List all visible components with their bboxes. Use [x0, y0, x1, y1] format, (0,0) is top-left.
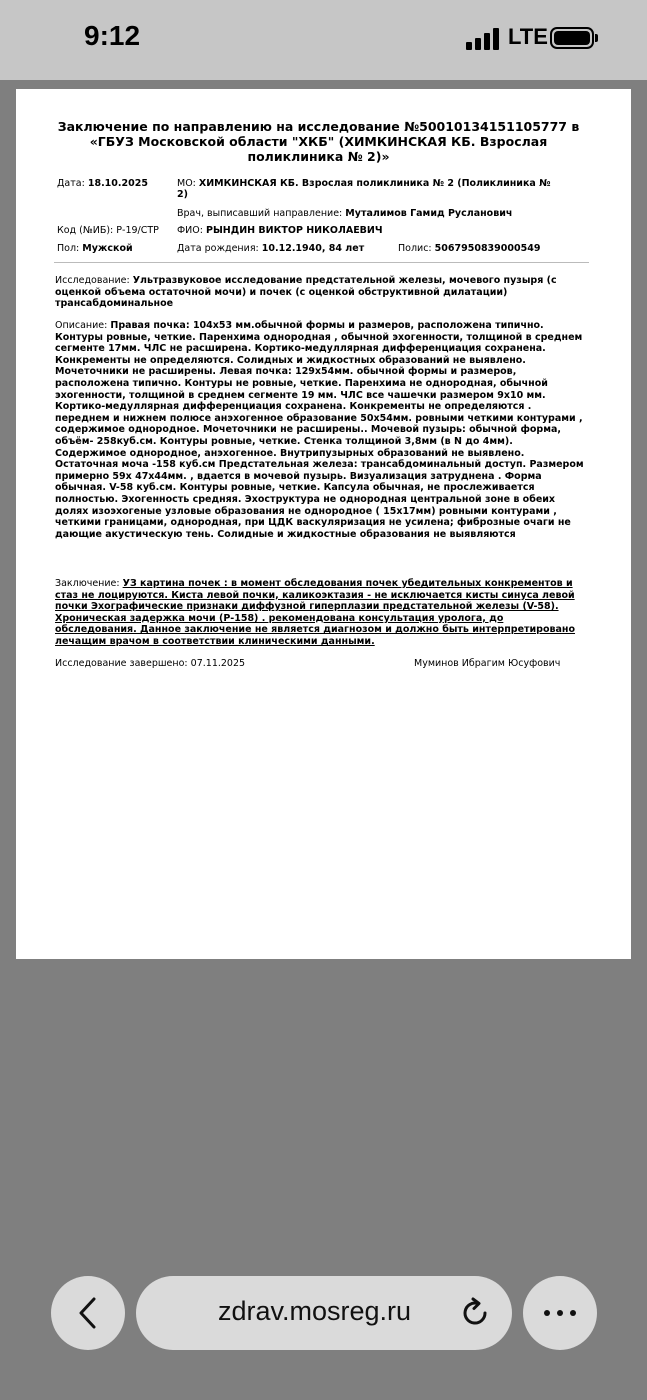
date-value: 18.10.2025 [87, 178, 148, 189]
conclusion-section [55, 578, 587, 648]
browser-toolbar [0, 1262, 647, 1400]
mo-value: ХИМКИНСКАЯ КБ. Взрослая поликлиника № 2 (Поликлиника № 2) [177, 178, 551, 200]
code-field [57, 225, 159, 236]
battery-icon [550, 27, 594, 49]
completed-label: Исследование завершено: [55, 658, 188, 669]
battery-tip [595, 34, 598, 42]
signer-name: Муминов Ибрагим Юсуфович [414, 658, 561, 669]
status-time: 9:12 [84, 20, 141, 51]
document-title: Заключение по направлению на исследование №50010134151105777 в «ГБУЗ Московской области "ХКБ" (ХИМКИНСКАЯ КБ. Взрослая поликлиника № 2)» [57, 119, 580, 164]
study-value: Ультразвуковое исследование предстательной железы, мочевого пузыря (с оценкой объема остаточной мочи) и почек (с оценкой обструктивной дилатации) трансабдоминальное [55, 275, 557, 310]
conclusion-value: УЗ картина почек : в момент обследования почек убедительных конкрементов и стаз не лоцируются. Киста левой почки, каликоэктазия - не исключается кисты синуса левой почки Эхографические признаки диффузной гиперплазии предстательной железы (V-58). Хроническая задержка мочи (Р-158) . рекомендована консультация уролога, до обследования. Данное заключение не является диагнозом и должно быть интерпретировано лечащим врачом в соответствии клиническими данными. [55, 578, 576, 647]
more-button[interactable] [523, 1276, 597, 1350]
policy-value: 5067950839000549 [434, 243, 541, 254]
policy-label: Полис: [398, 243, 432, 254]
fio-label: ФИО: [177, 225, 203, 236]
url-text: zdrav.mosreg.ru [218, 1296, 412, 1326]
birth-value: 10.12.1940, 84 лет [261, 243, 365, 254]
sex-label: Пол: [57, 243, 80, 254]
mo-field [177, 178, 562, 200]
signal-icon [466, 28, 500, 50]
completed-field [55, 658, 245, 669]
study-section [55, 275, 587, 310]
policy-field [398, 243, 540, 254]
doctor-label: Врач, выписавший направление: [177, 208, 343, 219]
doctor-value: Муталимов Гамид Русланович [345, 208, 513, 219]
completed-value: 07.11.2025 [190, 658, 246, 669]
description-section [55, 320, 587, 540]
study-label: Исследование: [55, 275, 130, 286]
fio-field [177, 225, 383, 236]
back-button[interactable] [51, 1276, 125, 1350]
sex-field [57, 243, 133, 254]
mo-label: МО: [177, 178, 196, 189]
date-field [57, 178, 148, 189]
date-label: Дата: [57, 178, 85, 189]
birth-field [177, 243, 364, 254]
description-value: Правая почка: 104х53 мм.обычной формы и размеров, расположена типично. Контуры ровные, четкие. Паренхима однородная , обычной эхогенности, толщиной в среднем сегменте 17мм. ЧЛС не расширена. Кортико-медуллярная дифференциация сохранена. Конкременты не определяются. Солидных и жидкостных образований не выявлено. Мочеточники не расширены. Левая почка: 129х54мм. обычной формы и размеров, расположена типично. Контуры не ровные, четкие. Паренхима не однородная, обычной эхогенности, толщиной в среднем сегменте 19 мм. ЧЛС все чашечки размером 9х10 мм. Кортико-медуллярная дифференциация сохранена. Конкременты не определяются . переднем и нижнем полюсе анэхогенное образование 50х54мм. ровными четкими контурами , содержимое однородное. Мочеточники не расширены.. Мочевой пузырь: обычной форма, объём- 258куб.см. Контуры ровные, четкие. Стенка толщиной 3,8мм (в N до 4мм). Содержимое однородное, анэхогенное. Внутрипузырных образований не выявлено. Остаточная моча -158 куб.см Предстательная железа: трансабдоминальный доступ. Размером примерно 59х 47х44мм. , вдается в мочевой пузырь. Визуализация затруднена . Форма обычная. V-58 куб.см. Контуры ровные, четкие. Капсула обычная, не прослеживается полностью. Эхогенность средняя. Эхоструктура не однородная центральной зоне в обеих долях изоэхогеные узловые образования не однородное ( 15х17мм) ровными контурами , четкими границами, однородная, при ЦДК васкуляризация не усилена; фиброзные очаги не дающие акустическую тень. Солидные и жидкостные образования не выявляются [55, 320, 584, 540]
reload-icon[interactable] [458, 1296, 492, 1330]
code-value: Р-19/СТР [116, 225, 159, 236]
document-page [16, 89, 631, 959]
divider [54, 262, 589, 263]
address-bar[interactable] [136, 1276, 512, 1350]
network-label: LTE [508, 24, 548, 49]
code-label: Код (№ИБ): [57, 225, 114, 236]
doctor-field [177, 208, 512, 219]
more-icon [544, 1310, 576, 1316]
conclusion-label: Заключение: [55, 578, 120, 589]
birth-label: Дата рождения: [177, 243, 259, 254]
sex-value: Мужской [82, 243, 133, 254]
back-icon [76, 1296, 100, 1330]
fio-value: РЫНДИН ВИКТОР НИКОЛАЕВИЧ [206, 225, 383, 236]
status-bar [0, 0, 647, 80]
description-label: Описание: [55, 320, 108, 331]
